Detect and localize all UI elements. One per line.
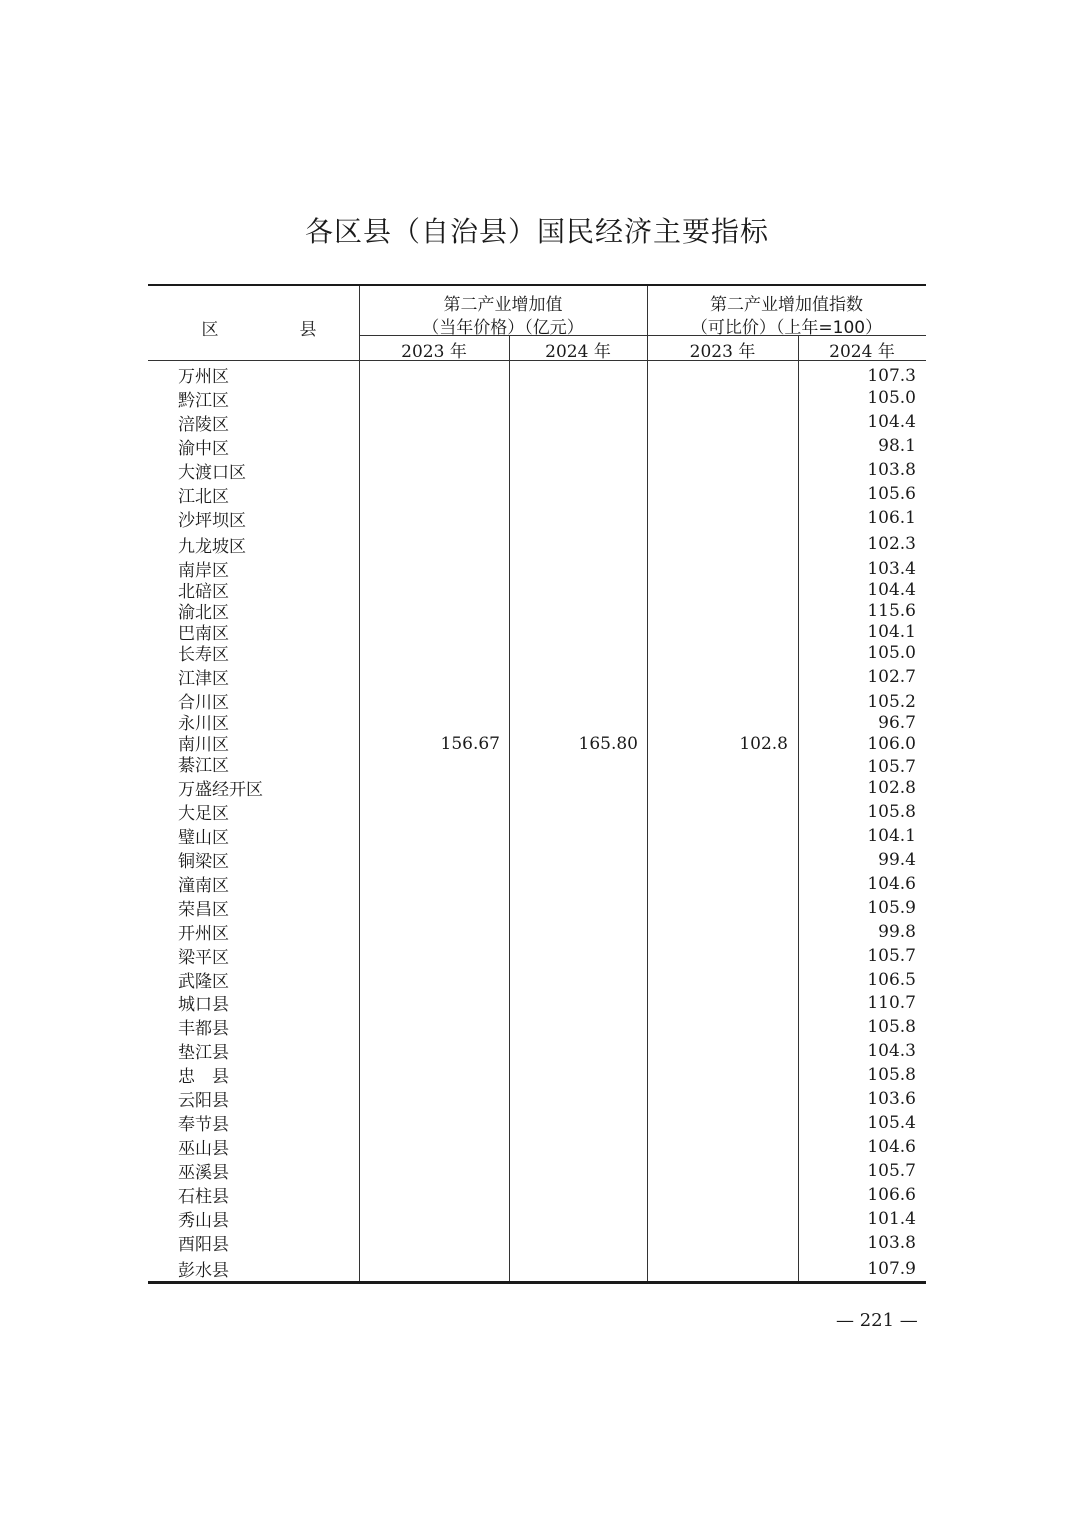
page-number: — 221 — [836, 1310, 918, 1331]
group2-header-line1: 第二产业增加值指数 [710, 295, 863, 315]
district-name: 合川区 [178, 693, 229, 713]
index-2024-value: 104.4 [867, 580, 916, 600]
group2-header-line2: （可比价）（上年=100） [690, 318, 883, 338]
year-header: 2024 年 [545, 342, 611, 362]
index-2024-value: 105.7 [867, 946, 916, 966]
index-2024-value: 105.9 [867, 898, 916, 918]
district-name: 巴南区 [178, 624, 229, 644]
district-name: 石柱县 [178, 1187, 229, 1207]
year-header: 2023 年 [689, 342, 756, 362]
district-name: 北碚区 [178, 582, 229, 602]
district-name: 江津区 [178, 669, 229, 689]
group1-header-line2: （当年价格）（亿元） [422, 318, 584, 338]
district-name: 渝北区 [178, 603, 229, 623]
district-name: 九龙坡区 [178, 537, 246, 557]
index-2024-value: 115.6 [867, 601, 916, 621]
district-name: 南川区 [178, 735, 229, 755]
district-name: 南岸区 [178, 561, 229, 581]
district-name: 渝中区 [178, 439, 229, 459]
district-name: 武隆区 [178, 972, 229, 992]
district-name: 江北区 [178, 487, 229, 507]
year-header: 2024 年 [829, 342, 895, 362]
index-2024-value: 107.3 [867, 366, 916, 386]
index-2024-value: 106.0 [867, 734, 916, 754]
index-2024-value: 105.7 [867, 1161, 916, 1181]
table-bottom-rule [148, 1281, 926, 1284]
index-2024-value: 99.8 [878, 922, 916, 942]
table-top-rule [148, 284, 926, 286]
page-title: 各区县（自治县）国民经济主要指标 [304, 215, 769, 248]
index-2024-value: 104.6 [867, 874, 916, 894]
column-divider [509, 335, 510, 1281]
district-name: 秀山县 [178, 1211, 229, 1231]
district-name: 开州区 [178, 924, 229, 944]
index-2024-value: 106.6 [867, 1185, 916, 1205]
district-name: 垫江县 [178, 1043, 229, 1063]
year-header: 2023 年 [401, 342, 467, 362]
district-name: 城口县 [178, 995, 229, 1015]
index-2024-value: 102.3 [867, 534, 916, 554]
index-2024-value: 107.9 [867, 1259, 916, 1279]
indicator-table [148, 284, 926, 1284]
district-name: 酉阳县 [178, 1235, 229, 1255]
index-2023-cell: 102.8 [739, 734, 788, 754]
index-2024-value: 102.7 [867, 667, 916, 687]
index-2024-value: 105.2 [867, 692, 916, 712]
district-name: 丰都县 [178, 1019, 229, 1039]
district-name: 梁平区 [178, 948, 229, 968]
district-name: 巫溪县 [178, 1163, 229, 1183]
district-name: 沙坪坝区 [178, 511, 246, 531]
district-name: 万盛经开区 [178, 780, 263, 800]
district-name: 万州区 [178, 367, 229, 387]
district-name: 彭水县 [178, 1261, 229, 1281]
group1-header-line1: 第二产业增加值 [443, 295, 563, 315]
index-2024-value: 105.8 [867, 802, 916, 822]
district-name: 黔江区 [178, 391, 229, 411]
index-2024-value: 103.6 [867, 1089, 916, 1109]
district-name: 奉节县 [178, 1115, 229, 1135]
index-2024-value: 110.7 [867, 993, 916, 1013]
district-name: 长寿区 [178, 645, 229, 665]
district-name: 云阳县 [178, 1091, 229, 1111]
index-2024-value: 105.8 [867, 1017, 916, 1037]
value-2024-cell: 165.80 [578, 734, 638, 754]
district-name: 璧山区 [178, 828, 229, 848]
index-2024-value: 103.8 [867, 460, 916, 480]
index-2024-value: 103.8 [867, 1233, 916, 1253]
index-2024-value: 104.4 [867, 412, 916, 432]
index-2024-value: 104.1 [867, 622, 916, 642]
index-2024-value: 104.1 [867, 826, 916, 846]
column-divider [359, 286, 360, 1281]
district-name: 大渡口区 [178, 463, 246, 483]
district-name: 涪陵区 [178, 415, 229, 435]
district-name: 铜梁区 [178, 852, 229, 872]
index-2024-value: 102.8 [867, 778, 916, 798]
index-2024-value: 106.1 [867, 508, 916, 528]
column-divider [647, 286, 648, 1281]
index-2024-value: 104.6 [867, 1137, 916, 1157]
district-name: 巫山县 [178, 1139, 229, 1159]
district-name: 大足区 [178, 804, 229, 824]
index-2024-value: 104.3 [867, 1041, 916, 1061]
index-2024-value: 105.4 [867, 1113, 916, 1133]
district-header-part1: 区 [201, 320, 219, 340]
district-name: 潼南区 [178, 876, 229, 896]
index-2024-value: 96.7 [878, 713, 916, 733]
index-2024-value: 105.8 [867, 1065, 916, 1085]
index-2024-value: 103.4 [867, 559, 916, 579]
index-2024-value: 105.6 [867, 484, 916, 504]
district-header-part2: 县 [299, 320, 317, 340]
district-name: 綦江区 [178, 756, 229, 776]
district-name: 荣昌区 [178, 900, 229, 920]
index-2024-value: 101.4 [867, 1209, 916, 1229]
index-2024-value: 98.1 [878, 436, 916, 456]
index-2024-value: 106.5 [867, 970, 916, 990]
district-name: 永川区 [178, 714, 229, 734]
column-divider [798, 335, 799, 1281]
district-name: 忠 县 [178, 1067, 229, 1087]
index-2024-value: 105.0 [867, 643, 916, 663]
index-2024-value: 105.7 [867, 757, 916, 777]
index-2024-value: 99.4 [878, 850, 916, 870]
value-2023-cell: 156.67 [440, 734, 500, 754]
index-2024-value: 105.0 [867, 388, 916, 408]
